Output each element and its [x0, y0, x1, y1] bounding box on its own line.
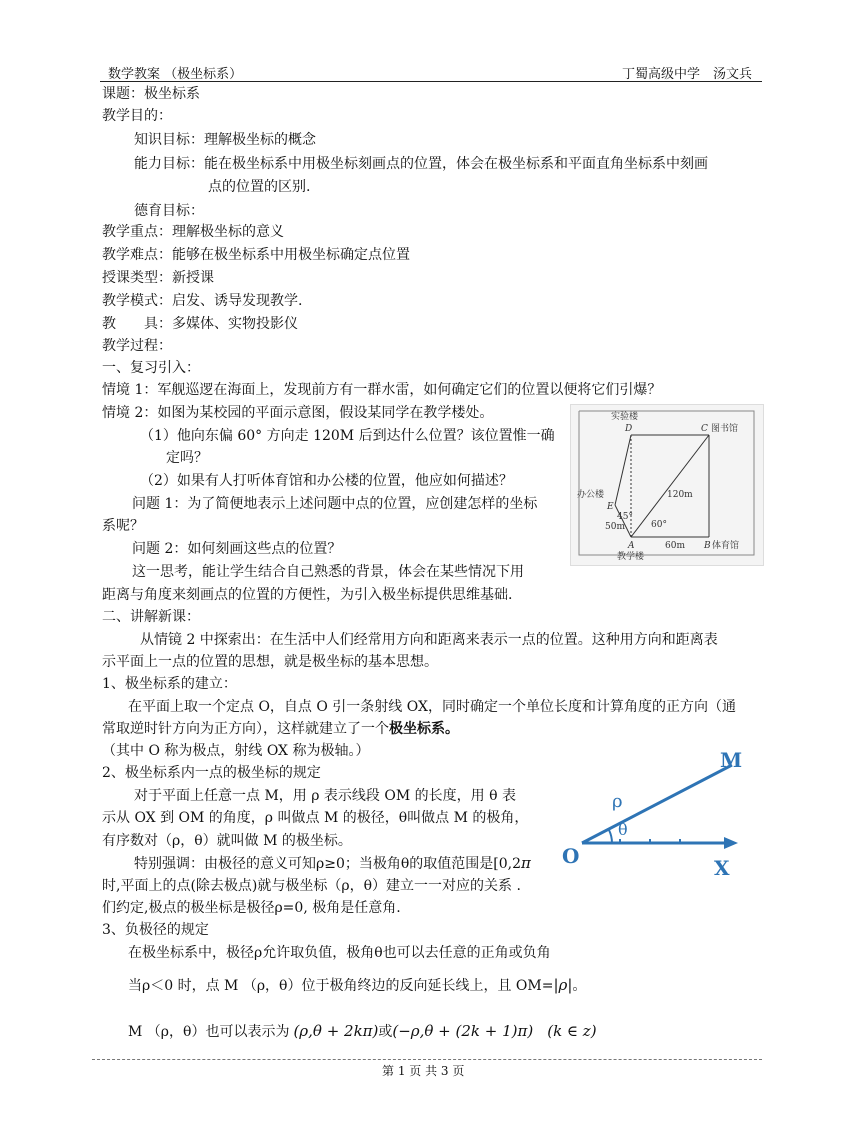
text-line: 点的位置的区别.: [208, 179, 311, 195]
subsection-heading: 3、负极径的规定: [102, 922, 209, 938]
abs-rho: |ρ|: [553, 976, 573, 994]
text-line: 常取逆时针方向为正方向），这样就建立了一个极坐标系。: [102, 721, 459, 737]
label-m: M: [720, 748, 743, 772]
formula-part: (k ∈ z): [547, 1022, 597, 1040]
footer-rule: [92, 1059, 762, 1060]
header-rule: [100, 81, 762, 82]
formula-line: M （ρ，θ）也可以表示为 (ρ,θ + 2kπ)或(−ρ,θ + (2k + 1)π) (k ∈ z): [128, 1022, 597, 1040]
text-line: 教学过程：: [102, 338, 172, 354]
label-library: 图书馆: [711, 424, 739, 434]
text-line: 示从 OX 到 OM 的角度，ρ 叫做点 M 的极径，θ叫做点 M 的极角，: [102, 810, 529, 826]
text-line: 知识目标：理解极坐标的概念: [134, 132, 316, 148]
label-50m: 50m: [605, 522, 625, 532]
text-line: 教学模式：启发、诱导发现教学.: [102, 293, 303, 309]
text-line: 当ρ＜0 时，点 M （ρ，θ）位于极角终边的反向延长线上，且 OM=|ρ|。: [128, 976, 587, 994]
text-line: 们约定,极点的极坐标是极径ρ=0, 极角是任意角.: [102, 900, 401, 916]
text-line: 距离与角度来刻画点的位置的方便性，为引入极坐标提供思维基础.: [102, 587, 513, 603]
campus-figure: [570, 404, 764, 566]
text-line: 在极坐标系中，极径ρ允许取负值，极角θ也可以去任意的正角或负角: [128, 945, 551, 961]
text-line: （1）他向东偏 60° 方向走 120M 后到达什么位置？该位置惟一确: [140, 428, 555, 444]
header-right: 丁蜀高级中学 汤文兵: [622, 67, 753, 82]
text-line: 教 具：多媒体、实物投影仪: [102, 316, 298, 332]
text-line: 教学重点：理解极坐标的意义: [102, 224, 284, 240]
label-60m: 60m: [665, 541, 685, 551]
lesson-title: 课题：极坐标系: [102, 86, 200, 102]
subsection-heading: 1、极坐标系的建立：: [102, 676, 237, 692]
label-o: O: [562, 844, 580, 868]
text-line: 德育目标：: [134, 203, 204, 219]
text-line: 授课类型：新授课: [102, 270, 214, 286]
text-line: 对于平面上任意一点 M，用 ρ 表示线段 OM 的长度，用 θ 表: [134, 788, 516, 804]
campus-diagram: [571, 405, 763, 565]
page-number: 第 1 页 共 3 页: [382, 1064, 465, 1078]
text-line: 从情镜 2 中探索出：在生活中人们经常用方向和距离来表示一点的位置。这种用方向和距离表: [140, 632, 718, 648]
point-e: E: [607, 502, 614, 512]
label-60deg: 60°: [651, 520, 667, 530]
formula-part: (ρ,θ + 2kπ): [293, 1022, 379, 1040]
point-b: B: [704, 541, 711, 551]
text-line: 定吗？: [166, 450, 208, 466]
angle-arc: [609, 830, 612, 843]
text-line: 示平面上一点的位置的思想，就是极坐标的基本思想。: [102, 654, 438, 670]
text-line: 在平面上取一个定点 O，自点 O 引一条射线 OX，同时确定一个单位长度和计算角度的正方向（通: [128, 699, 736, 715]
text-line: 问题 2：如何刻画这些点的位置？: [132, 541, 342, 557]
bold-term: 极坐标系。: [389, 721, 459, 737]
text-line: 这一思考，能让学生结合自己熟悉的背景，体会在某些情况下用: [132, 564, 524, 580]
pi-symbol: π: [521, 854, 531, 872]
label-45deg: 45°: [617, 512, 633, 522]
label-theta: θ: [618, 820, 628, 839]
label-gym: 体育馆: [712, 541, 740, 551]
text-line: （其中 O 称为极点，射线 OX 称为极轴。）: [102, 743, 370, 759]
label-lab: 实验楼: [611, 412, 639, 422]
subsection-heading: 2、极坐标系内一点的极坐标的规定: [102, 765, 321, 781]
point-a: A: [628, 541, 635, 551]
header-left: 数学教案 （极坐标系）: [108, 67, 243, 82]
text-line: 情境 1：军舰巡逻在海面上，发现前方有一群水雷，如何确定它们的位置以便将它们引爆？: [102, 382, 662, 398]
text-line: 时,平面上的点(除去极点)就与极坐标（ρ，θ）建立一一对应的关系 .: [102, 878, 521, 894]
text-line: 问题 1：为了简便地表示上述问题中点的位置，应创建怎样的坐标: [132, 496, 538, 512]
point-c: C: [701, 424, 708, 434]
label-x: X: [714, 856, 730, 880]
formula-part: (−ρ,θ + (2k + 1)π): [392, 1022, 534, 1040]
text-line: 特别强调：由极径的意义可知ρ≥0；当极角θ的取值范围是[0,2π: [134, 854, 531, 872]
text-line: 能力目标：能在极坐标系中用极坐标刻画点的位置，体会在极坐标系和平面直角坐标系中刻画: [134, 156, 708, 172]
text-line: 系呢？: [102, 518, 144, 534]
text-line: 有序数对（ρ，θ）就叫做 M 的极坐标。: [102, 833, 352, 849]
section-heading: 一、复习引入：: [102, 360, 200, 376]
polar-diagram: [560, 745, 760, 885]
section-heading: 二、讲解新课：: [102, 609, 200, 625]
arrow-head: [724, 837, 738, 849]
text-line: （2）如果有人打听体育馆和办公楼的位置，他应如何描述？: [140, 473, 513, 489]
text-line: 教学目的：: [102, 108, 172, 124]
label-120m: 120m: [667, 490, 693, 500]
label-teaching: 教学楼: [617, 552, 645, 562]
label-rho: ρ: [612, 791, 623, 812]
ray-om: [582, 765, 732, 843]
point-d: D: [625, 424, 633, 434]
text-line: 教学难点：能够在极坐标系中用极坐标确定点位置: [102, 247, 410, 263]
text-line: 情境 2：如图为某校园的平面示意图，假设某同学在教学楼处。: [102, 405, 494, 421]
label-office: 办公楼: [577, 490, 605, 500]
